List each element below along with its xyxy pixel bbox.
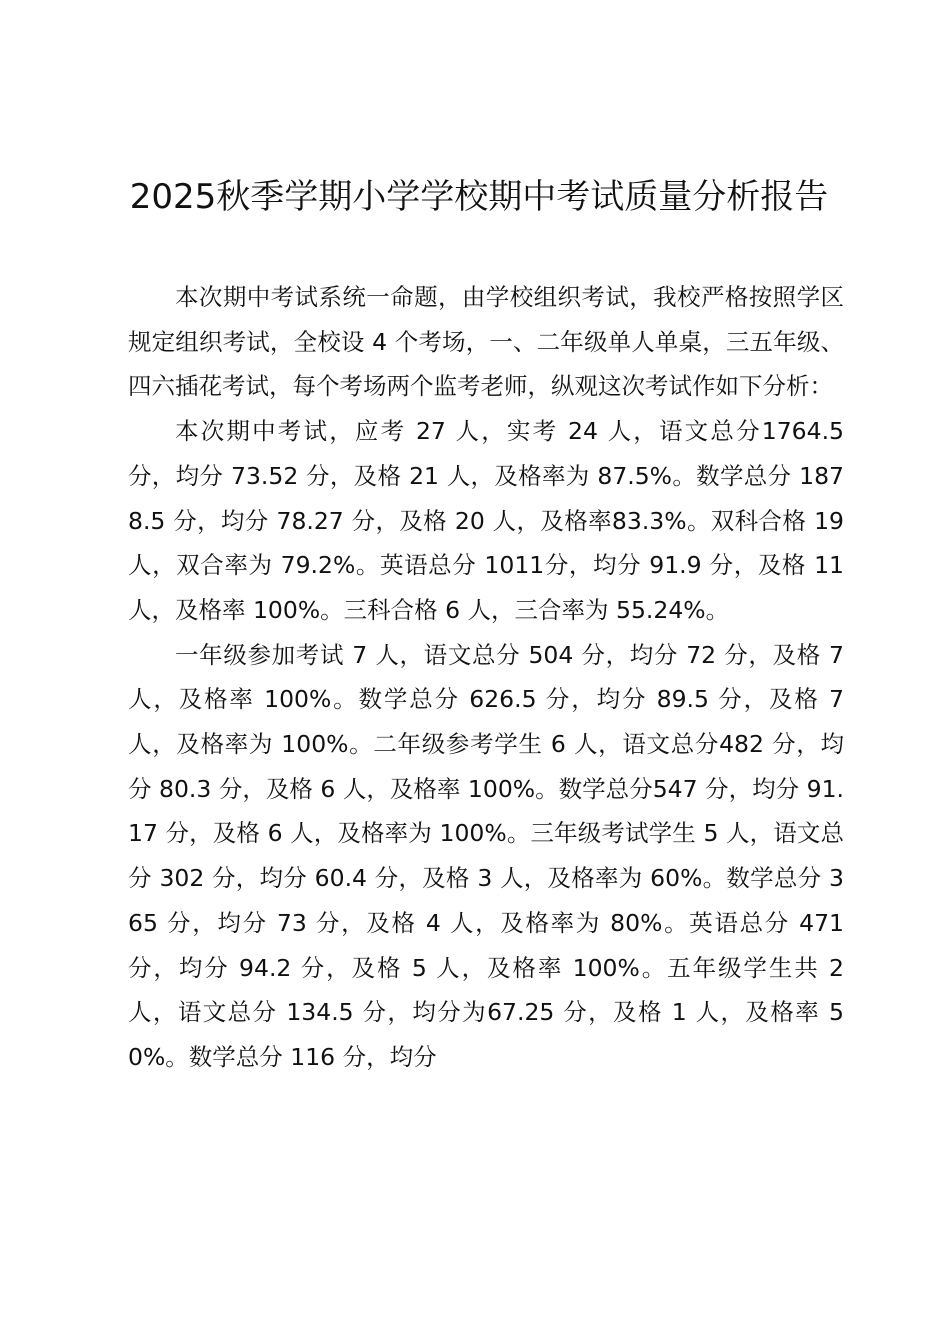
document-title: 2025秋季学期小学学校期中考试质量分析报告	[129, 177, 829, 217]
document-body	[128, 275, 844, 1080]
paragraph-grade-results: 一年级参加考试 7 人，语文总分 504 分，均分 72 分，及格 7 人，及格率 100%。数学总分 626.5 分，均分 89.5 分，及格 7 人，及格率为 100%。二年级参考学生 6 人，语文总分482 分，均分 80.3 分，及格 6 人，及格率 100%。数学总分547 分，均分 91.17 分，及格 6 人，及格率为 100%。三年级考试学生 5 人，语文总分 302 分，均分 60.4 分，及格 3 人，及格率为 60%。数学总分 365 分，均分 73 分，及格 4 人，及格率为 80%。英语总分 471 分，均分 94.2 分，及格 5 人，及格率 100%。五年级学生共 2 人，语文总分 134.5 分，均分为67.25 分，及格 1 人，及格率 50%。数学总分 116 分，均分	[128, 640, 844, 1071]
paragraph-overall-results: 本次期中考试，应考 27 人，实考 24 人，语文总分1764.5 分，均分 73.52 分，及格 21 人，及格率为 87.5%。数学总分 1878.5 分，均分 78.27 分，及格 20 人，及格率83.3%。双科合格 19 人，双合率为 79.2%。英语总分 1011分，均分 91.9 分，及格 11 人，及格率 100%。三科合格 6 人，三合率为 55.24%。	[128, 417, 844, 624]
paragraph-exam-overview: 本次期中考试系统一命题，由学校组织考试，我校严格按照学区规定组织考试，全校设 4 个考场，一、二年级单人单桌，三五年级、四六插花考试，每个考场两个监考老师，纵观这次考试作如下分析：	[128, 283, 844, 401]
